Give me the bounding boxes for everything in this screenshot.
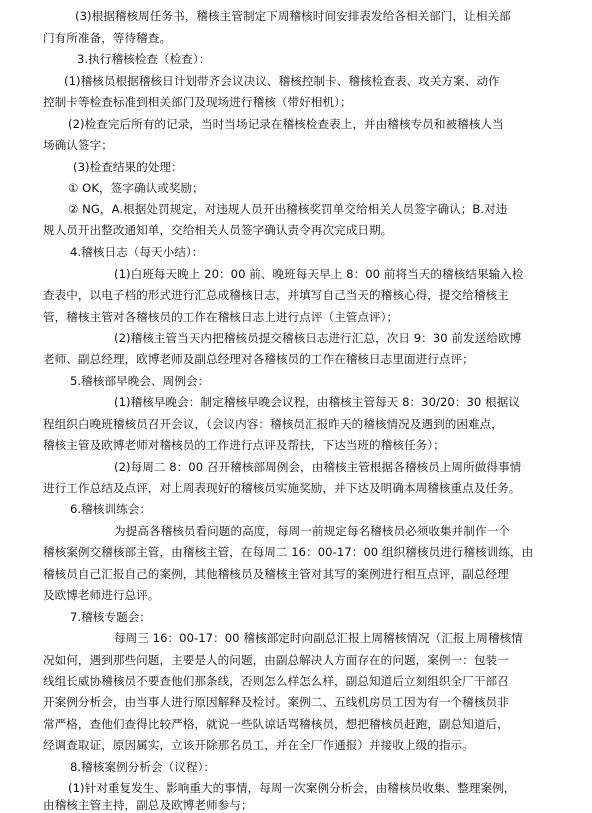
text-line: 程组织白晚班稽核员召开会议，（会议内容：稽核员汇报昨天的稽核情况及遇到的困难点， bbox=[43, 417, 503, 431]
text-line: (2)每周二 8：00 召开稽核部周例会，由稽核主管根据各稽核员上周所做得事情 bbox=[114, 460, 522, 474]
text-line: (1)白班每天晚上 20：00 前、晚班每天早上 8：00 前将当天的稽核结果输入检 bbox=[114, 267, 524, 281]
text-line: 由稽核主管主持，副总及欧博老师参与； bbox=[43, 798, 253, 812]
text-line: 规人员开出整改通知单，交给相关人员签字确认责令再次完成日期。 bbox=[43, 223, 393, 237]
text-line: 为提高各稽核员看问题的高度，每周一前规定每名稽核员必须收集并制作一个 bbox=[114, 524, 510, 538]
text-line: ② NG，A.根据处罚规定，对违规人员开出稽核奖罚单交给相关人员签字确认；B.对违 bbox=[68, 202, 508, 216]
text-line: ① OK，签字确认或奖励； bbox=[68, 181, 204, 195]
section-heading: 4.稽核日志（每天小结）： bbox=[70, 245, 204, 259]
section-heading: 7.稽核专题会： bbox=[70, 610, 152, 624]
text-line: 稽核案例交稽核部主管，由稽核主管，在每周二 16：00-17：00 组织稽核员进行稽核训练，由 bbox=[43, 545, 534, 559]
text-line: 查表中，以电子档的形式进行汇总成稽核日志，并填写自己当天的稽核心得，提交给稽核主 bbox=[43, 288, 509, 302]
text-line: 经调查取证，原因属实，立该开除那名员工，并在全厂作通报）并接收上级的指示。 bbox=[43, 738, 474, 752]
text-line: (1)针对重复发生、影响重大的事情，每周一次案例分析会，由稽核员收集、整理案例， bbox=[68, 781, 516, 795]
text-line: 控制卡等检查标准到相关部门及现场进行稽核（带好相机）； bbox=[43, 95, 352, 109]
text-line: 每周三 16：00-17：00 稽核部定时向副总汇报上周稽核情况（汇报上周稽核情 bbox=[114, 631, 523, 645]
text-line: (1)稽核早晚会：制定稽核早晚会议程，由稽核主管每天 8：30/20：30 根据议 bbox=[114, 395, 521, 409]
text-line: 开案例分析会，由当事人进行原因解释及检讨。案例二、五线机房员工因为有一个稽核员非 bbox=[43, 695, 509, 709]
text-line: 及欧博老师进行总评。 bbox=[43, 588, 160, 602]
text-line: 线组长威协稽核员不要查他们那条线，否则怎么样怎么样，副总知道后立刻组织全厂干部召 bbox=[43, 674, 509, 688]
text-line: (3)根据稽核周任务书，稽核主管制定下周稽核时间安排表发给各相关部门，让相关部 bbox=[75, 9, 511, 23]
text-line: 管，稽核主管对各稽核员的工作在稽核日志上进行点评（主管点评）； bbox=[43, 310, 399, 324]
text-line: (2)稽核主管当天内把稽核员提交稽核日志进行汇总，次日 9：30 前发送给欧博 bbox=[114, 331, 522, 345]
text-line: (1)稽核员根据稽核日计划带齐会议决议、稽核控制卡、稽核检查表、攻关方案、动作 bbox=[64, 74, 500, 88]
section-heading: 3.执行稽核检查（检查）： bbox=[77, 52, 211, 66]
section-heading: 6.稽核训练会： bbox=[70, 502, 152, 516]
text-line: 场确认签字； bbox=[43, 138, 113, 152]
text-line: (2)检查完后所有的记录，当时当场记录在稽核检查表上，并由稽核专员和被稽核人当 bbox=[68, 117, 504, 131]
text-line: 稽核员自己汇报自己的案例，其他稽核员及稽核主管对其写的案例进行相互点评，副总经理 bbox=[43, 567, 509, 581]
text-line: 进行工作总结及点评，对上周表现好的稽核员实施奖励，并下达及明确本周稽核重点及任务。 bbox=[43, 481, 521, 495]
text-line: 老师、副总经理，欧博老师及副总经理对各稽核员的工作在稽核日志里面进行点评； bbox=[43, 352, 474, 366]
text-line: 常严格，查他们查得比较严格，就说一些队谅话骂稽核员，想把稽核员赶跑，副总知道后， bbox=[43, 717, 509, 731]
text-line: 稽核主管及欧博老师对稽核员的工作进行点评及帮扶，下达当班的稽核任务）； bbox=[43, 438, 445, 452]
section-heading: 5.稽核部早晚会、周例会： bbox=[70, 374, 210, 388]
text-line: 况如何，遇到那些问题，主要是人的问题，由副总解决人方面存在的问题，案例一：包装一 bbox=[43, 653, 509, 667]
text-line: (3)检查结果的处理： bbox=[73, 160, 183, 174]
text-line: 门有所准备，等待稽查。 bbox=[43, 31, 172, 45]
section-heading: 8.稽核案例分析会（议程）： bbox=[70, 760, 216, 774]
